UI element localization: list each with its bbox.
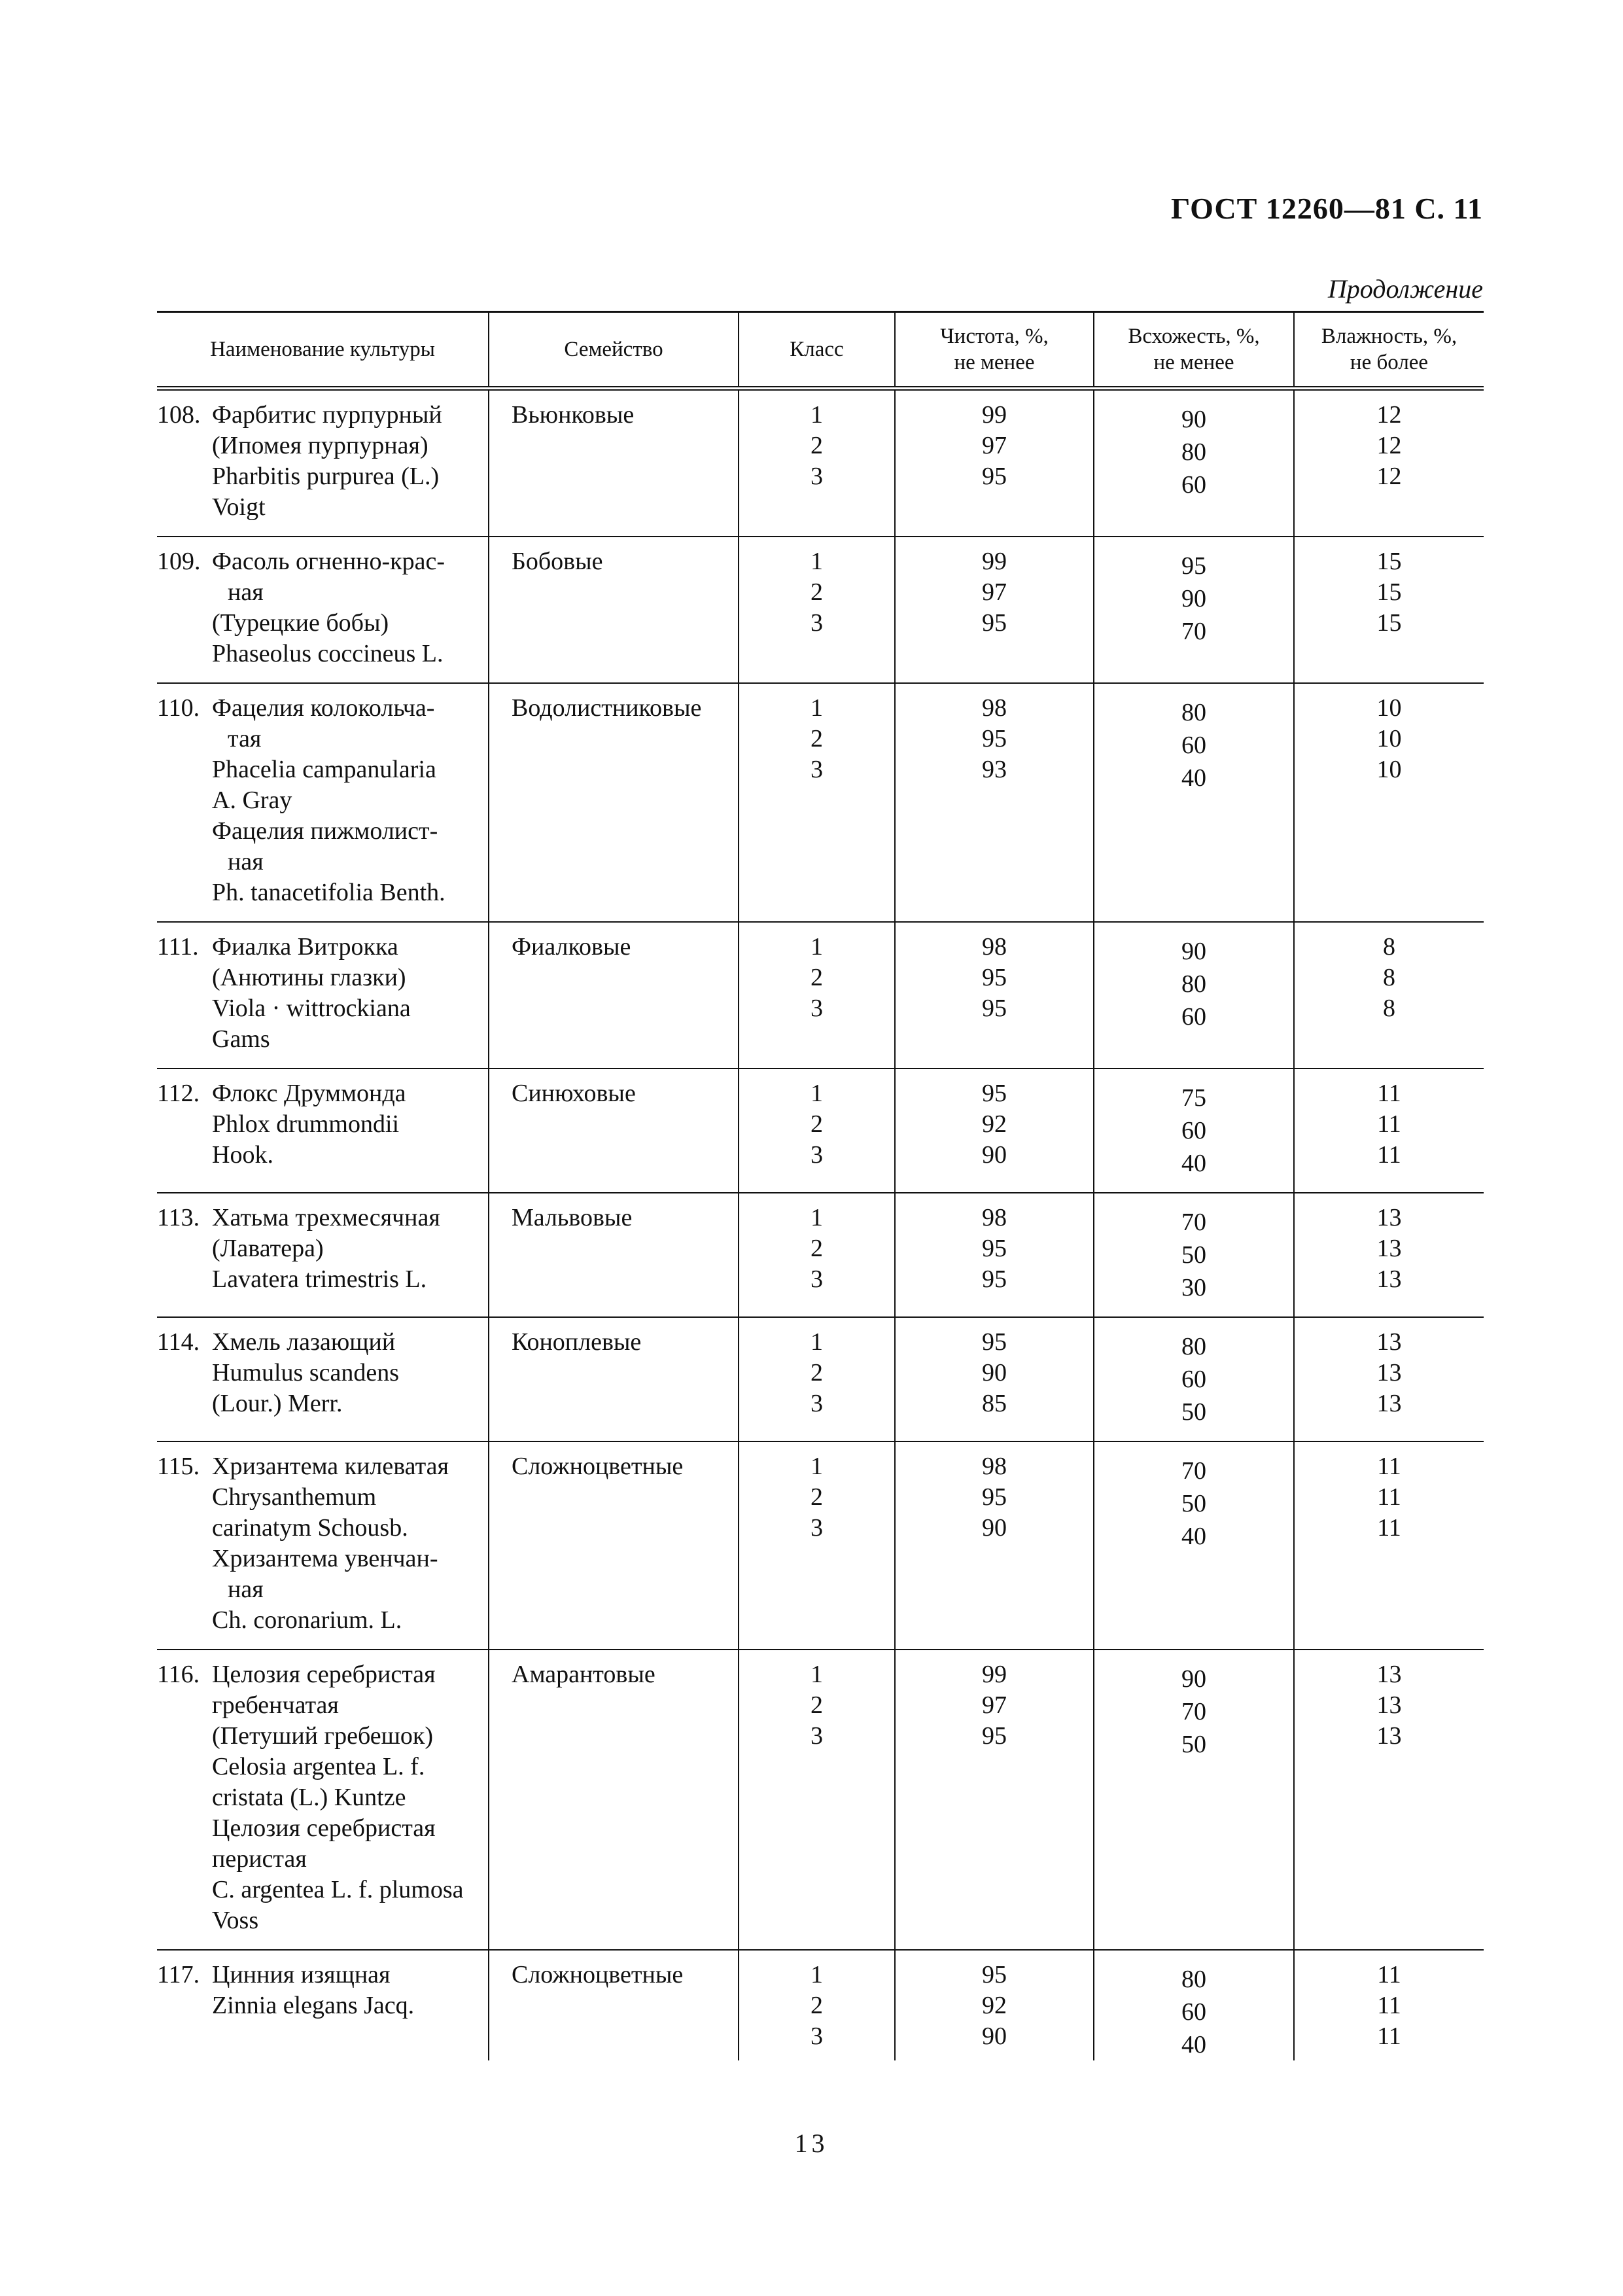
crop-name-line: Хризантема килеватая: [212, 1453, 449, 1480]
crop-name-cell: [157, 1441, 489, 1650]
row-number: 110.: [157, 694, 200, 722]
class-value: 2: [811, 1359, 823, 1386]
class-value: 2: [811, 725, 823, 752]
moisture-value: 11: [1377, 1961, 1401, 1988]
crop-name-first-line: [157, 546, 480, 577]
purity-value: 95: [982, 609, 1007, 637]
germination-cell: [1094, 1441, 1294, 1650]
row-number: 109.: [157, 548, 201, 575]
moisture-value: 11: [1377, 1110, 1401, 1138]
germination-value: 75: [1181, 1084, 1206, 1112]
germination-value: 50: [1181, 1241, 1206, 1269]
germination-cell: [1094, 1950, 1294, 2060]
crop-name-line: carinatym Schousb.: [212, 1514, 408, 1542]
crop-name-line: ная: [228, 1576, 264, 1603]
moisture-value: 15: [1376, 578, 1402, 606]
germination-value: 80: [1181, 1333, 1206, 1360]
purity-value: 97: [982, 432, 1007, 459]
purity-value: 92: [982, 1110, 1007, 1138]
family-cell: Бобовые: [489, 537, 739, 683]
class-value: 3: [811, 1265, 823, 1293]
class-cell: [739, 922, 895, 1069]
purity-value: 95: [982, 1265, 1007, 1293]
germination-value: 50: [1181, 1731, 1206, 1758]
germination-value: 60: [1181, 471, 1206, 499]
germination-value: 90: [1181, 406, 1206, 433]
crop-name-line: Zinnia elegans Jacq.: [212, 1992, 415, 2019]
class-value: 3: [811, 756, 823, 783]
crop-name-line: Фарбитис пурпурный: [212, 401, 442, 429]
class-value: 2: [811, 1992, 823, 2019]
moisture-value: 13: [1376, 1265, 1402, 1293]
crop-name-line: Фиалка Витрокка: [212, 933, 398, 961]
crop-name-line: гребенчатая: [212, 1691, 339, 1719]
purity-value: 99: [982, 1661, 1007, 1688]
crop-name-line: Целозия серебристая: [212, 1814, 436, 1842]
moisture-cell: [1294, 537, 1484, 683]
purity-value: 93: [982, 756, 1007, 783]
moisture-value: 13: [1376, 1722, 1402, 1750]
germination-value: 80: [1181, 438, 1206, 466]
germination-value: 60: [1181, 1998, 1206, 2026]
moisture-cell: [1294, 1441, 1484, 1650]
crop-name-line: Phaseolus coccineus L.: [212, 640, 444, 667]
crop-name-line: перистая: [212, 1845, 307, 1873]
crop-name-cell: [157, 389, 489, 537]
moisture-cell: [1294, 1950, 1484, 2060]
germination-cell: [1094, 922, 1294, 1069]
class-cell: [739, 1650, 895, 1950]
germination-value: 50: [1181, 1490, 1206, 1517]
moisture-value: 11: [1377, 1483, 1401, 1511]
table-row: [157, 683, 1484, 922]
moisture-cell: [1294, 1069, 1484, 1193]
purity-value: 95: [982, 1483, 1007, 1511]
germination-value: 70: [1181, 618, 1206, 645]
germination-value: 90: [1181, 585, 1206, 612]
germination-value: 30: [1181, 1274, 1206, 1301]
class-cell: [739, 389, 895, 537]
col-header-class: Класс: [739, 312, 895, 389]
class-value: 1: [811, 401, 823, 429]
family-cell: Фиалковые: [489, 922, 739, 1069]
col-header-purity: Чистота, %, не менее: [895, 312, 1094, 389]
crop-name-line: Ph. tanacetifolia Benth.: [212, 879, 445, 906]
crop-name-line: Pharbitis purpurea (L.): [212, 463, 440, 490]
crop-name-line: Humulus scandens: [212, 1359, 400, 1386]
class-cell: [739, 1441, 895, 1650]
crop-name-first-line: [157, 1078, 480, 1109]
crop-name-line: Фацелия колокольча-: [212, 694, 435, 722]
crop-name-line: ная: [228, 848, 264, 875]
purity-value: 85: [982, 1390, 1007, 1417]
crop-name-cell: [157, 1950, 489, 2060]
class-value: 1: [811, 694, 823, 722]
germination-value: 50: [1181, 1398, 1206, 1426]
germination-value: 40: [1181, 764, 1206, 792]
purity-value: 95: [982, 1328, 1007, 1356]
germination-value: 60: [1181, 732, 1206, 759]
purity-value: 98: [982, 694, 1007, 722]
moisture-value: 13: [1376, 1691, 1402, 1719]
class-value: 1: [811, 548, 823, 575]
crop-name-cell: [157, 1650, 489, 1950]
moisture-cell: [1294, 922, 1484, 1069]
class-cell: [739, 1950, 895, 2060]
crop-name-line: Viola · wittrockiana: [212, 995, 411, 1022]
germination-value: 40: [1181, 2031, 1206, 2058]
moisture-value: 8: [1383, 995, 1395, 1022]
class-value: 3: [811, 995, 823, 1022]
page-number: 13: [794, 2128, 829, 2158]
crop-name-line: Hook.: [212, 1141, 273, 1169]
purity-value: 95: [982, 1961, 1007, 1988]
purity-value: 90: [982, 1514, 1007, 1542]
moisture-value: 15: [1376, 548, 1402, 575]
germination-cell: [1094, 1650, 1294, 1950]
moisture-value: 11: [1377, 2022, 1401, 2050]
moisture-value: 13: [1376, 1390, 1402, 1417]
germination-value: 80: [1181, 970, 1206, 998]
moisture-cell: [1294, 1317, 1484, 1441]
crop-name-first-line: [157, 1327, 480, 1358]
table-row: [157, 1650, 1484, 1950]
crop-name-line: Хризантема увенчан-: [212, 1545, 438, 1572]
document-header: ГОСТ 12260—81 С. 11: [1170, 192, 1483, 225]
crop-name-line: Gams: [212, 1025, 270, 1053]
class-value: 2: [811, 578, 823, 606]
moisture-value: 11: [1377, 1514, 1401, 1542]
family-cell: Амарантовые: [489, 1650, 739, 1950]
purity-value: 90: [982, 2022, 1007, 2050]
purity-value: 98: [982, 933, 1007, 961]
purity-value: 97: [982, 1691, 1007, 1719]
row-number: 117.: [157, 1961, 200, 1988]
germination-value: 60: [1181, 1003, 1206, 1031]
family-cell: Вьюнковые: [489, 389, 739, 537]
purity-cell: [895, 1193, 1094, 1317]
col-header-family: Семейство: [489, 312, 739, 389]
table-row: [157, 1441, 1484, 1650]
moisture-value: 10: [1376, 756, 1402, 783]
moisture-value: 13: [1376, 1661, 1402, 1688]
crop-name-first-line: [157, 400, 480, 431]
crop-name-cell: [157, 683, 489, 922]
class-cell: [739, 683, 895, 922]
purity-value: 92: [982, 1992, 1007, 2019]
moisture-cell: [1294, 1650, 1484, 1950]
moisture-value: 11: [1377, 1141, 1401, 1169]
family-cell: Водолистниковые: [489, 683, 739, 922]
crop-name-line: Фацелия пижмолист-: [212, 817, 438, 845]
family-cell: Сложноцветные: [489, 1950, 739, 2060]
germination-value: 70: [1181, 1698, 1206, 1725]
crop-name-cell: [157, 537, 489, 683]
crop-name-first-line: [157, 1659, 480, 1690]
moisture-cell: [1294, 1193, 1484, 1317]
crop-name-line: A. Gray: [212, 786, 292, 814]
moisture-value: 12: [1376, 432, 1402, 459]
class-value: 3: [811, 1390, 823, 1417]
crop-name-line: Фасоль огненно-крас-: [212, 548, 445, 575]
purity-cell: [895, 1441, 1094, 1650]
crop-name-line: Цинния изящная: [212, 1961, 391, 1988]
table-body: [157, 389, 1484, 2061]
moisture-value: 8: [1383, 964, 1395, 991]
moisture-value: 11: [1377, 1992, 1401, 2019]
crop-name-cell: [157, 922, 489, 1069]
crop-name-line: Chrysanthemum: [212, 1483, 377, 1511]
crop-name-first-line: [157, 1451, 480, 1482]
crop-name-line: C. argentea L. f. plumosa: [212, 1876, 464, 1903]
purity-value: 95: [982, 463, 1007, 490]
crop-name-first-line: [157, 1203, 480, 1233]
crop-name-line: Phlox drummondii: [212, 1110, 400, 1138]
germination-value: 70: [1181, 1209, 1206, 1236]
moisture-value: 10: [1376, 694, 1402, 722]
crop-name-line: Celosia argentea L. f.: [212, 1753, 425, 1780]
crop-name-line: Целозия серебристая: [212, 1661, 436, 1688]
class-cell: [739, 537, 895, 683]
table-row: [157, 922, 1484, 1069]
seed-quality-table: [157, 311, 1484, 2060]
purity-value: 90: [982, 1141, 1007, 1169]
crop-name-first-line: [157, 932, 480, 963]
germination-value: 40: [1181, 1150, 1206, 1177]
col-header-germination: Всхожесть, %, не менее: [1094, 312, 1294, 389]
purity-value: 95: [982, 964, 1007, 991]
purity-cell: [895, 389, 1094, 537]
table-row: [157, 1950, 1484, 2060]
purity-value: 98: [982, 1453, 1007, 1480]
moisture-value: 8: [1383, 933, 1395, 961]
germination-cell: [1094, 1317, 1294, 1441]
class-value: 3: [811, 1514, 823, 1542]
class-value: 1: [811, 1080, 823, 1107]
row-number: 113.: [157, 1204, 200, 1231]
row-number: 114.: [157, 1328, 200, 1356]
row-number: 116.: [157, 1661, 200, 1688]
family-cell: Синюховые: [489, 1069, 739, 1193]
germination-cell: [1094, 537, 1294, 683]
crop-name-line: Voigt: [212, 493, 266, 521]
purity-cell: [895, 922, 1094, 1069]
germination-value: 40: [1181, 1523, 1206, 1550]
class-value: 3: [811, 1722, 823, 1750]
table-header-row: [157, 312, 1484, 389]
class-value: 3: [811, 609, 823, 637]
col-header-name: Наименование культуры: [157, 312, 489, 389]
family-cell: Сложноцветные: [489, 1441, 739, 1650]
moisture-value: 11: [1377, 1080, 1401, 1107]
class-value: 2: [811, 1691, 823, 1719]
class-value: 2: [811, 1110, 823, 1138]
crop-name-line: (Лаватера): [212, 1235, 324, 1262]
class-value: 3: [811, 1141, 823, 1169]
table-row: [157, 537, 1484, 683]
purity-value: 98: [982, 1204, 1007, 1231]
class-value: 2: [811, 964, 823, 991]
crop-name-line: (Анютины глазки): [212, 964, 406, 991]
crop-name-line: Phacelia campanularia: [212, 756, 436, 783]
crop-name-line: тая: [228, 725, 262, 752]
moisture-value: 11: [1377, 1453, 1401, 1480]
crop-name-line: Хатьма трехмесячная: [212, 1204, 440, 1231]
moisture-value: 13: [1376, 1204, 1402, 1231]
moisture-value: 13: [1376, 1359, 1402, 1386]
class-cell: [739, 1193, 895, 1317]
class-value: 2: [811, 432, 823, 459]
class-cell: [739, 1069, 895, 1193]
moisture-value: 12: [1376, 401, 1402, 429]
class-value: 1: [811, 1204, 823, 1231]
crop-name-cell: [157, 1317, 489, 1441]
germination-value: 90: [1181, 1665, 1206, 1693]
germination-value: 80: [1181, 699, 1206, 726]
moisture-value: 15: [1376, 609, 1402, 637]
crop-name-line: (Турецкие бобы): [212, 609, 389, 637]
germination-cell: [1094, 683, 1294, 922]
crop-name-line: Хмель лазающий: [212, 1328, 396, 1356]
crop-name-first-line: [157, 693, 480, 724]
class-value: 1: [811, 1453, 823, 1480]
crop-name-line: (Ипомея пурпурная): [212, 432, 428, 459]
purity-cell: [895, 1650, 1094, 1950]
class-value: 1: [811, 933, 823, 961]
table-row: [157, 1069, 1484, 1193]
purity-cell: [895, 1317, 1094, 1441]
purity-cell: [895, 1069, 1094, 1193]
class-cell: [739, 1317, 895, 1441]
class-value: 2: [811, 1483, 823, 1511]
crop-name-line: Флокс Друммонда: [212, 1080, 406, 1107]
crop-name-line: Lavatera trimestris L.: [212, 1265, 427, 1293]
class-value: 1: [811, 1961, 823, 1988]
crop-name-line: Voss: [212, 1907, 259, 1934]
purity-value: 95: [982, 725, 1007, 752]
moisture-value: 10: [1376, 725, 1402, 752]
class-value: 1: [811, 1328, 823, 1356]
germination-value: 70: [1181, 1457, 1206, 1485]
crop-name-line: (Петуший гребешок): [212, 1722, 434, 1750]
table-row: [157, 1193, 1484, 1317]
purity-cell: [895, 683, 1094, 922]
purity-value: 99: [982, 548, 1007, 575]
germination-cell: [1094, 1193, 1294, 1317]
germination-value: 80: [1181, 1966, 1206, 1993]
moisture-value: 13: [1376, 1328, 1402, 1356]
row-number: 111.: [157, 933, 199, 961]
purity-cell: [895, 1950, 1094, 2060]
purity-value: 95: [982, 1080, 1007, 1107]
moisture-value: 12: [1376, 463, 1402, 490]
class-value: 1: [811, 1661, 823, 1688]
purity-value: 95: [982, 1722, 1007, 1750]
crop-name-cell: [157, 1069, 489, 1193]
continuation-label: Продолжение: [1327, 274, 1483, 304]
germination-value: 90: [1181, 938, 1206, 965]
purity-value: 97: [982, 578, 1007, 606]
moisture-cell: [1294, 389, 1484, 537]
purity-value: 95: [982, 1235, 1007, 1262]
moisture-value: 13: [1376, 1235, 1402, 1262]
germination-value: 60: [1181, 1117, 1206, 1144]
table-row: [157, 1317, 1484, 1441]
class-value: 3: [811, 2022, 823, 2050]
germination-cell: [1094, 389, 1294, 537]
purity-value: 90: [982, 1359, 1007, 1386]
row-number: 115.: [157, 1453, 200, 1480]
family-cell: Коноплевые: [489, 1317, 739, 1441]
purity-value: 99: [982, 401, 1007, 429]
purity-cell: [895, 537, 1094, 683]
crop-name-first-line: [157, 1960, 480, 1990]
table-row: [157, 389, 1484, 537]
purity-value: 95: [982, 995, 1007, 1022]
crop-name-line: cristata (L.) Kuntze: [212, 1784, 406, 1811]
crop-name-cell: [157, 1193, 489, 1317]
row-number: 108.: [157, 401, 201, 429]
moisture-cell: [1294, 683, 1484, 922]
germination-value: 60: [1181, 1366, 1206, 1393]
crop-name-line: ная: [228, 578, 264, 606]
class-value: 3: [811, 463, 823, 490]
germination-cell: [1094, 1069, 1294, 1193]
crop-name-line: Ch. coronarium. L.: [212, 1606, 402, 1634]
class-value: 2: [811, 1235, 823, 1262]
family-cell: Мальвовые: [489, 1193, 739, 1317]
crop-name-line: (Lour.) Merr.: [212, 1390, 343, 1417]
col-header-moisture: Влажность, %, не более: [1294, 312, 1484, 389]
row-number: 112.: [157, 1080, 200, 1107]
germination-value: 95: [1181, 552, 1206, 580]
